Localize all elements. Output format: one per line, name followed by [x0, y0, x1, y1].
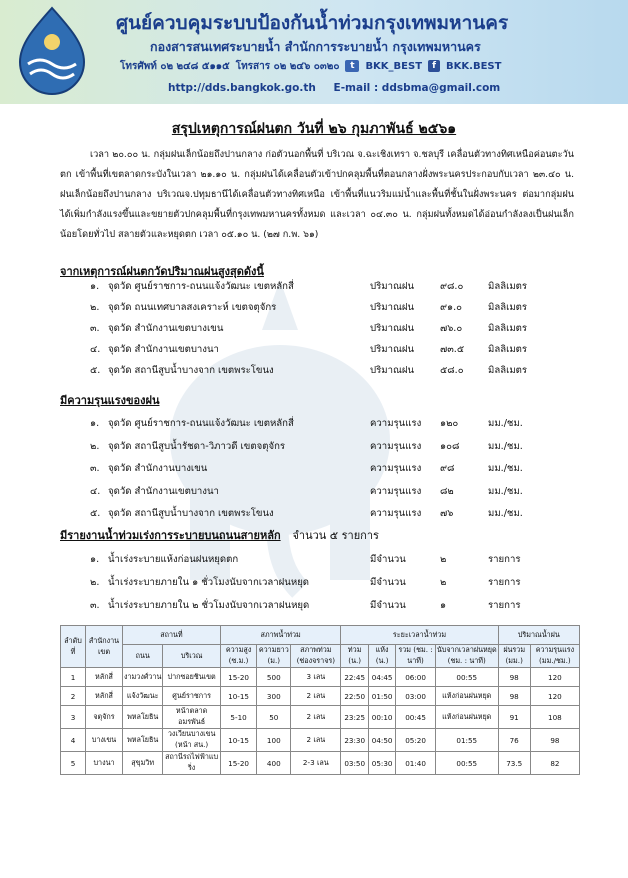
- max-rain-heading: จากเหตุการณ์ฝนตกวัดปริมาณฝนสูงสุดดังนี้: [60, 265, 264, 278]
- cell-flood: 22:50: [341, 687, 369, 706]
- cell-total: 06:00: [396, 668, 436, 687]
- table-row: [61, 752, 580, 775]
- intensity-row: [60, 484, 580, 502]
- report-title: สรุปเหตุการณ์ฝนตก วันที่ ๒๖ กุมภาพันธ์ ๒๕๖๑: [171, 121, 457, 137]
- intensity-value: ๙๘: [440, 463, 455, 474]
- cell-dry: 00:10: [368, 706, 395, 729]
- intensity-station: จุดวัด สำนักงานบางเขน: [108, 463, 208, 474]
- rain-value: ๗๖.๐: [440, 323, 463, 334]
- intensity-label: ความรุนแรง: [370, 418, 422, 429]
- intensity-value: ๘๒: [440, 485, 454, 497]
- rain-station: จุดวัด ถนนเทศบาลสงเคราะห์ เขตจตุจักร: [108, 302, 277, 313]
- rain-value: ๕๘.๐: [440, 365, 464, 376]
- intensity-label: ความรุนแรง: [370, 440, 422, 452]
- cell-after: 00:55: [435, 668, 498, 687]
- intensity-row: [60, 506, 580, 524]
- col-no: ลำดับที่: [61, 626, 86, 668]
- rain-no: ๑.: [90, 281, 100, 292]
- cell-length: 100: [257, 729, 291, 752]
- intensity-value: ๑๒๐: [440, 418, 459, 429]
- col-road: ถนน: [123, 645, 163, 668]
- cell-no: 3: [61, 706, 86, 729]
- cell-total: 00:45: [396, 706, 436, 729]
- intensity-station: จุดวัด สถานีสูบน้ำรัชดา-วิภาวดี เขตจตุจักร: [108, 440, 286, 452]
- cell-after: แห้งก่อนฝนหยุด: [435, 687, 498, 706]
- rain-no: ๕.: [90, 365, 101, 376]
- cell-after: 01:55: [435, 729, 498, 752]
- cell-traffic: 2 เลน: [291, 687, 341, 706]
- cell-depth: 10-15: [220, 729, 256, 752]
- intensity-value: ๗๖: [440, 508, 454, 519]
- cell-office: บางเขน: [86, 729, 123, 752]
- flood-row: [60, 598, 580, 616]
- cell-total: 03:00: [396, 687, 436, 706]
- cell-length: 400: [257, 752, 291, 775]
- flood-no: ๑.: [90, 554, 100, 565]
- agency-logo: [8, 4, 96, 100]
- cell-dry: 04:45: [368, 668, 395, 687]
- cell-length: 500: [257, 668, 291, 687]
- cell-intensity: 98: [530, 729, 579, 752]
- cell-total: 01:40: [396, 752, 436, 775]
- flood-station: น้ำเร่งระบายภายใน ๑ ชั่วโมงนับจากเวลาฝนหยุด: [108, 577, 310, 588]
- cell-road: งามวงศ์วาน: [123, 668, 163, 687]
- intensity-no: ๑.: [90, 418, 100, 429]
- fax-number: โทรสาร ๐๒ ๒๔๖ ๐๓๒๐: [235, 60, 340, 72]
- cell-area: ศูนย์ราชการ: [163, 687, 220, 706]
- flood-value: ๒: [440, 577, 447, 588]
- col-depth: ความสูง (ซ.ม.): [220, 645, 256, 668]
- intensity-no: ๒.: [90, 440, 100, 452]
- rain-unit: มิลลิเมตร: [488, 302, 528, 313]
- web-line: [168, 82, 514, 94]
- flood-unit: รายการ: [488, 600, 521, 611]
- cell-dry: 05:30: [368, 752, 395, 775]
- cell-amount: 76: [498, 729, 530, 752]
- rain-label: ปริมาณฝน: [370, 344, 415, 355]
- flood-no: ๓.: [90, 600, 100, 611]
- intensity-row: [60, 416, 580, 434]
- intensity-station: จุดวัด ศูนย์ราชการ-ถนนแจ้งวัฒนะ เขตหลักสี่: [108, 418, 294, 429]
- cell-depth: 5-10: [220, 706, 256, 729]
- col-flood-time: ท่วม (น.): [341, 645, 369, 668]
- cell-road: พหลโยธิน: [123, 706, 163, 729]
- rain-no: ๓.: [90, 323, 100, 334]
- table-row: [61, 687, 580, 706]
- cell-office: หลักสี่: [86, 687, 123, 706]
- cell-no: 1: [61, 668, 86, 687]
- col-rain: ปริมาณน้ำฝน: [498, 626, 579, 645]
- org-name: ศูนย์ควบคุมระบบป้องกันน้ำท่วมกรุงเทพมหานคร: [116, 12, 509, 34]
- rain-row: [60, 300, 580, 318]
- table-row: [61, 668, 580, 687]
- cell-flood: 03:50: [341, 752, 369, 775]
- cell-area: ปากซอยชินเขต: [163, 668, 220, 687]
- cell-flood: 23:25: [341, 706, 369, 729]
- cell-road: แจ้งวัฒนะ: [123, 687, 163, 706]
- rain-label: ปริมาณฝน: [370, 281, 415, 292]
- flood-station: น้ำเร่งระบายภายใน ๒ ชั่วโมงนับจากเวลาฝนหยุด: [108, 600, 310, 611]
- cell-traffic: 2 เลน: [291, 706, 341, 729]
- cell-area: หน้าตลาดอมรพันธ์: [163, 706, 220, 729]
- rain-unit: มิลลิเมตร: [488, 344, 528, 355]
- flood-row: [60, 575, 580, 593]
- col-dry-time: แห้ง (น.): [368, 645, 395, 668]
- phone-number: โทรศัพท์ ๐๒ ๒๔๘ ๕๑๑๕: [120, 60, 230, 72]
- col-office: สำนักงานเขต: [86, 626, 123, 668]
- flood-value: ๑: [440, 600, 447, 611]
- rain-row: [60, 363, 580, 381]
- intensity-unit: มม./ชม.: [488, 485, 523, 497]
- flood-heading: มีรายงานน้ำท่วมเร่งการระบายบนถนนสายหลัก: [60, 529, 281, 542]
- rain-station: จุดวัด สำนักงานเขตบางเขน: [108, 323, 224, 334]
- intensity-label: ความรุนแรง: [370, 485, 422, 497]
- cell-flood: 22:45: [341, 668, 369, 687]
- flood-unit: รายการ: [488, 577, 521, 588]
- division-name: กองสารสนเทศระบายน้ำ สำนักการระบายน้ำ กรุงเทพมหานคร: [150, 39, 481, 54]
- rain-unit: มิลลิเมตร: [488, 365, 528, 376]
- intensity-row: [60, 461, 580, 479]
- intensity-row: [60, 439, 580, 457]
- facebook-icon: f: [428, 60, 440, 72]
- cell-office: บางนา: [86, 752, 123, 775]
- elephant-watermark: [130, 270, 430, 600]
- cell-intensity: 82: [530, 752, 579, 775]
- flood-table: [60, 625, 580, 775]
- twitter-icon: t: [345, 60, 359, 72]
- intensity-label: ความรุนแรง: [370, 508, 422, 519]
- intensity-unit: มม./ชม.: [488, 418, 523, 429]
- cell-amount: 98: [498, 687, 530, 706]
- flood-row: [60, 552, 580, 570]
- cell-length: 50: [257, 706, 291, 729]
- cell-amount: 73.5: [498, 752, 530, 775]
- flood-station: น้ำเร่งระบายแห้งก่อนฝนหยุดตก: [108, 554, 239, 565]
- cell-no: 2: [61, 687, 86, 706]
- cell-amount: 91: [498, 706, 530, 729]
- col-length: ความยาว (ม.): [257, 645, 291, 668]
- col-place: สถานที่: [123, 626, 221, 645]
- facebook-handle[interactable]: BKK.BEST: [446, 60, 502, 72]
- rain-no: ๒.: [90, 302, 100, 313]
- col-total: รวม (ชม. : นาที): [396, 645, 436, 668]
- cell-traffic: 2 เลน: [291, 729, 341, 752]
- rain-row: [60, 321, 580, 339]
- intensity-no: ๔.: [90, 485, 101, 497]
- website-link[interactable]: http://dds.bangkok.go.th: [168, 82, 316, 94]
- col-traffic: สภาพท่วม (ช่องจราจร): [291, 645, 341, 668]
- flood-unit: รายการ: [488, 554, 521, 565]
- cell-office: จตุจักร: [86, 706, 123, 729]
- contact-line: [120, 57, 501, 75]
- flood-heading-line: [60, 526, 379, 544]
- intensity-station: จุดวัด สถานีสูบน้ำบางจาก เขตพระโขนง: [108, 508, 274, 519]
- cell-area: สถานีรถไฟฟ้าแบริ่ง: [163, 752, 220, 775]
- flood-no: ๒.: [90, 577, 100, 588]
- cell-no: 4: [61, 729, 86, 752]
- rain-row: [60, 342, 580, 360]
- rain-station: จุดวัด ศูนย์ราชการ-ถนนแจ้งวัฒนะ เขตหลักสี่: [108, 281, 294, 292]
- intensity-unit: มม./ชม.: [488, 440, 523, 452]
- cell-intensity: 108: [530, 706, 579, 729]
- intensity-value: ๑๐๘: [440, 440, 460, 452]
- flood-label: มีจำนวน: [370, 577, 406, 588]
- cell-dry: 01:50: [368, 687, 395, 706]
- cell-road: พหลโยธิน: [123, 729, 163, 752]
- table-row: [61, 729, 580, 752]
- rain-value: ๙๑.๐: [440, 302, 463, 313]
- cell-amount: 98: [498, 668, 530, 687]
- event-summary: เวลา ๒๐.๐๐ น. กลุ่มฝนเล็กน้อยถึงปานกลาง ก่อตัวนอกพื้นที่ บริเวณ จ.ฉะเชิงเทรา จ.ชลบุรี เคลื่อนตัวทางทิศเหนือค่อนตะวันตก เข้าพื้นที่เขตลาดกระบังในเวลา ๒๑.๑๐ น. กลุ่มฝนได้เคลื่อนตัวเข้าปกคลุมพื้นที่ตอนกลางฝั่งพระนครประกอบกับเวลา ๒๓.๔๐ น. ฝนเล็กน้อยถึงปานกลาง บริเวณจ.ปทุมธานีได้เคลื่อนตัวทางทิศเหนือ เข้าพื้นที่แนวริมแม่น้ำและพื้นที่ชั้นในฝั่งพระนคร ต่อมากลุ่มฝนได้เพิ่มกำลังแรงขึ้นและขยายตัวปกคลุมพื้นที่กรุงเทพมหานครทั้งหมด และเวลา ๐๔.๓๐ น. กลุ่มฝนทั้งหมดได้อ่อนกำลังลงเป็นฝนเล็กน้อยโดยทั่วไป สลายตัวและหยุดตก เวลา ๐๕.๑๐ น. (๒๗ ก.พ. ๖๑): [60, 149, 574, 240]
- cell-total: 05:20: [396, 729, 436, 752]
- intensity-no: ๕.: [90, 508, 101, 519]
- cell-intensity: 120: [530, 668, 579, 687]
- col-area: บริเวณ: [163, 645, 220, 668]
- intensity-unit: มม./ชม.: [488, 463, 523, 474]
- cell-length: 300: [257, 687, 291, 706]
- cell-area: วงเวียนบางเขน (หน้า สน.): [163, 729, 220, 752]
- intensity-no: ๓.: [90, 463, 100, 474]
- intensity-unit: มม./ชม.: [488, 508, 523, 519]
- cell-office: หลักสี่: [86, 668, 123, 687]
- intensity-label: ความรุนแรง: [370, 463, 422, 474]
- cell-depth: 15-20: [220, 752, 256, 775]
- intensity-heading: มีความรุนแรงของฝน: [60, 394, 160, 407]
- flood-label: มีจำนวน: [370, 600, 406, 611]
- cell-traffic: 2-3 เลน: [291, 752, 341, 775]
- cell-depth: 15-20: [220, 668, 256, 687]
- rain-unit: มิลลิเมตร: [488, 323, 528, 334]
- twitter-handle[interactable]: BKK_BEST: [365, 60, 423, 72]
- flood-label: มีจำนวน: [370, 554, 406, 565]
- rain-station: จุดวัด สถานีสูบน้ำบางจาก เขตพระโขนง: [108, 365, 274, 376]
- flood-count: จำนวน ๕ รายการ: [292, 529, 379, 542]
- flood-value: ๒: [440, 554, 447, 565]
- rain-label: ปริมาณฝน: [370, 302, 415, 313]
- cell-no: 5: [61, 752, 86, 775]
- email-link[interactable]: E-mail : ddsbma@gmail.com: [333, 82, 501, 94]
- cell-road: สุขุมวิท: [123, 752, 163, 775]
- rain-unit: มิลลิเมตร: [488, 281, 528, 292]
- cell-after: แห้งก่อนฝนหยุด: [435, 706, 498, 729]
- col-after-rain: นับจากเวลาฝนหยุด (ชม. : นาที): [435, 645, 498, 668]
- table-row: [61, 706, 580, 729]
- cell-after: 00:55: [435, 752, 498, 775]
- rain-no: ๔.: [90, 344, 101, 355]
- cell-flood: 23:30: [341, 729, 369, 752]
- rain-label: ปริมาณฝน: [370, 365, 415, 376]
- cell-depth: 10-15: [220, 687, 256, 706]
- rain-station: จุดวัด สำนักงานเขตบางนา: [108, 344, 219, 355]
- rain-label: ปริมาณฝน: [370, 323, 415, 334]
- cell-intensity: 120: [530, 687, 579, 706]
- rain-value: ๗๓.๕: [440, 344, 465, 355]
- rain-row: [60, 279, 580, 297]
- rain-value: ๙๘.๐: [440, 281, 464, 292]
- intensity-station: จุดวัด สำนักงานเขตบางนา: [108, 485, 219, 497]
- cell-dry: 04:50: [368, 729, 395, 752]
- cell-traffic: 3 เลน: [291, 668, 341, 687]
- col-rain-intensity: ความรุนแรง (มม./ชม.): [530, 645, 579, 668]
- col-duration: ระยะเวลาน้ำท่วม: [341, 626, 498, 645]
- letterhead: [0, 0, 628, 104]
- col-rain-amount: ฝนรวม (มม.): [498, 645, 530, 668]
- col-condition: สภาพน้ำท่วม: [220, 626, 341, 645]
